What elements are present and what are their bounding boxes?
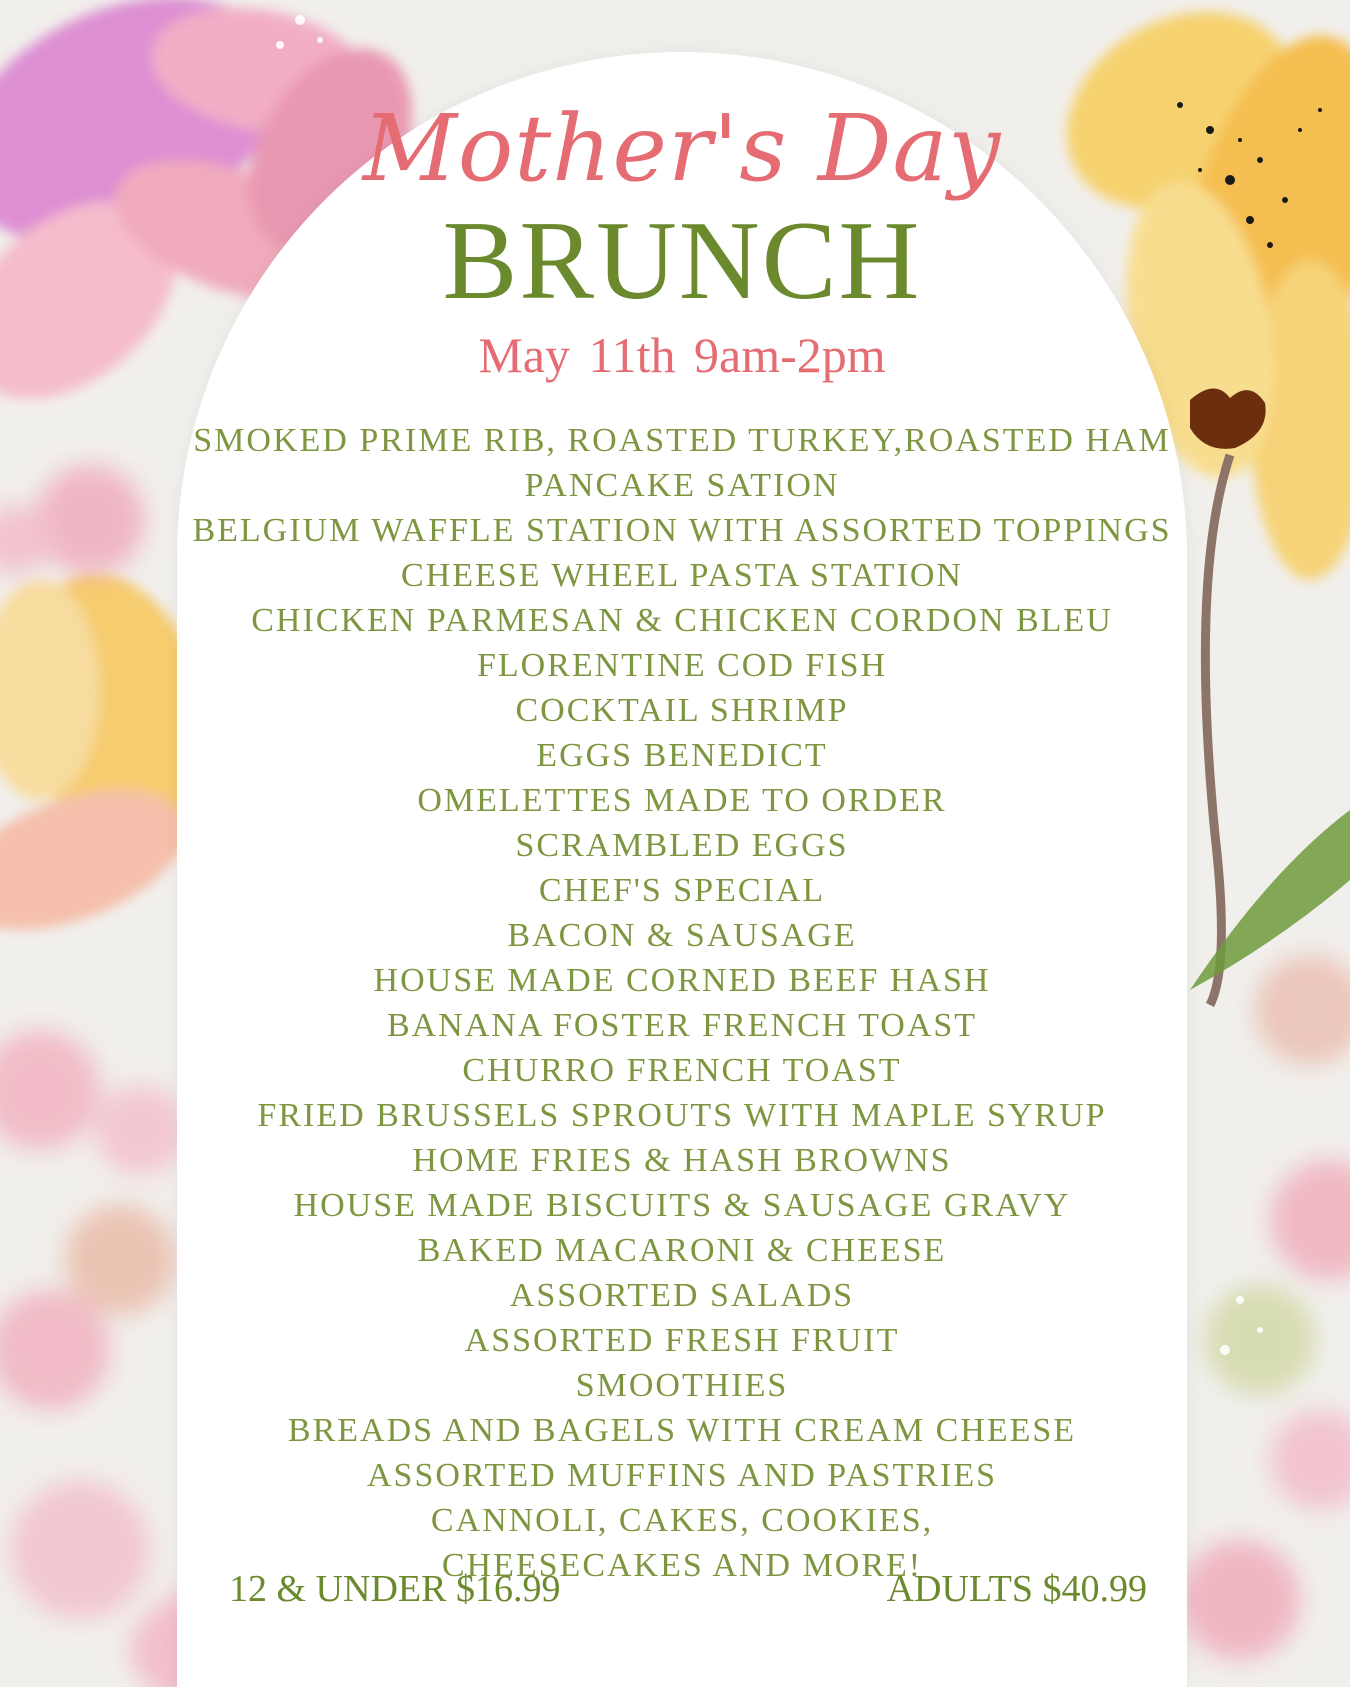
kids-price: 12 & UNDER $16.99 <box>229 1568 561 1610</box>
menu-item: BREADS AND BAGELS WITH CREAM CHEESE <box>287 1412 1077 1449</box>
menu-item: HOUSE MADE CORNED BEEF HASH <box>373 962 991 999</box>
menu-item: HOME FRIES & HASH BROWNS <box>412 1142 952 1179</box>
menu-item: BELGIUM WAFFLE STATION WITH ASSORTED TOPPINGS <box>192 512 1172 549</box>
menu-item: CHICKEN PARMESAN & CHICKEN CORDON BLEU <box>251 602 1113 639</box>
main-title: BRUNCH <box>442 199 922 323</box>
menu-item: CANNOLI, CAKES, COOKIES, <box>430 1502 934 1539</box>
menu-item: BANANA FOSTER FRENCH TOAST <box>386 1007 978 1044</box>
menu-item: BAKED MACARONI & CHEESE <box>417 1232 947 1269</box>
menu-item: ASSORTED SALADS <box>509 1277 855 1314</box>
menu-item: CHEESECAKES AND MORE! <box>441 1547 923 1584</box>
flower-stem-right <box>1205 455 1230 1005</box>
menu-item: SCRAMBLED EGGS <box>515 827 849 864</box>
menu-item: ASSORTED MUFFINS AND PASTRIES <box>366 1457 998 1494</box>
menu-item: BACON & SAUSAGE <box>507 917 857 954</box>
menu-item: CHEESE WHEEL PASTA STATION <box>401 557 963 594</box>
menu-item: PANCAKE SATION <box>524 467 840 504</box>
menu-item: OMELETTES MADE TO ORDER <box>417 782 947 819</box>
date-time: May 11th 9am-2pm <box>478 327 886 383</box>
menu-item: HOUSE MADE BISCUITS & SAUSAGE GRAVY <box>293 1187 1071 1224</box>
menu-item: ASSORTED FRESH FRUIT <box>464 1322 900 1359</box>
dots-right <box>1180 955 1350 1660</box>
adults-price: ADULTS $40.99 <box>886 1568 1147 1610</box>
menu-item: COCKTAIL SHRIMP <box>515 692 849 729</box>
menu-item: SMOKED PRIME RIB, ROASTED TURKEY,ROASTED HAM <box>193 422 1171 459</box>
menu-item: CHURRO FRENCH TOAST <box>462 1052 902 1089</box>
menu-list <box>177 418 1187 1588</box>
script-title: Mother's Day <box>362 95 1002 202</box>
menu-item: SMOOTHIES <box>575 1367 789 1404</box>
menu-item: CHEF'S SPECIAL <box>538 872 826 909</box>
menu-item: FRIED BRUSSELS SPROUTS WITH MAPLE SYRUP <box>257 1097 1107 1134</box>
menu-item: EGGS BENEDICT <box>536 737 828 774</box>
menu-item: FLORENTINE COD FISH <box>476 647 888 684</box>
